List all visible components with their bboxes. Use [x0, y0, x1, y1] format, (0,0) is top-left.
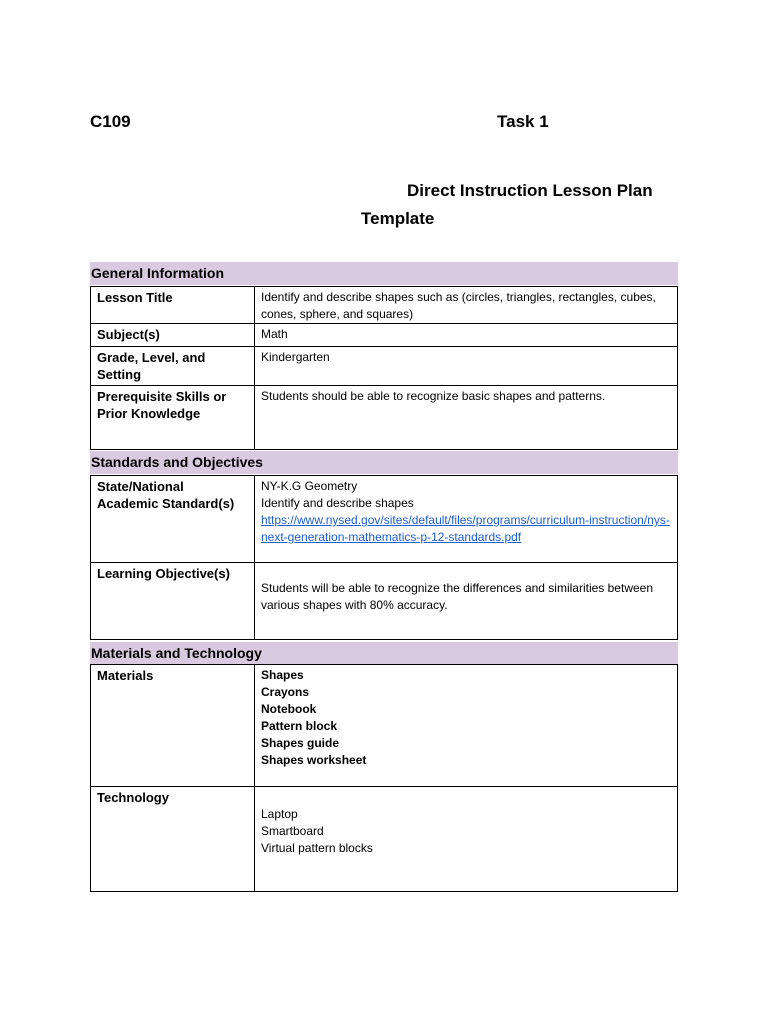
row-value: [255, 563, 678, 640]
table-row: [91, 347, 678, 386]
table-row: [91, 324, 678, 347]
row-value: [255, 476, 678, 563]
row-value: Math: [255, 324, 678, 347]
materials-table: [90, 664, 678, 892]
section-heading-materials: Materials and Technology: [90, 642, 678, 664]
table-row: [91, 476, 678, 563]
list-item: Shapes: [261, 668, 304, 682]
list-item: Laptop: [261, 807, 298, 821]
row-label: Prerequisite Skills or Prior Knowledge: [91, 386, 255, 450]
section-heading-general: General Information: [90, 262, 678, 285]
table-row: [91, 386, 678, 450]
list-item: Smartboard: [261, 824, 324, 838]
doc-title-line1: Direct Instruction Lesson Plan: [407, 181, 653, 200]
table-row: [91, 563, 678, 640]
course-code: C109: [90, 112, 131, 131]
row-label: Grade, Level, and Setting: [91, 347, 255, 386]
row-label: State/National Academic Standard(s): [91, 476, 255, 563]
table-row: [91, 665, 678, 787]
task-label: Task 1: [497, 112, 549, 131]
objective-text: Students will be able to recognize the differences and similarities between various shapes with 80% accuracy.: [261, 581, 654, 612]
row-value: [255, 665, 678, 787]
list-item: Virtual pattern blocks: [261, 841, 373, 855]
table-row: [91, 287, 678, 324]
standards-link[interactable]: https://www.nysed.gov/sites/default/files/programs/curriculum-instruction/nys-next-generation-mathematics-p-12-standards.pdf: [261, 513, 670, 544]
standard-description: Identify and describe shapes: [261, 496, 414, 510]
standard-name: NY-K.G Geometry: [261, 479, 358, 493]
list-item: Pattern block: [261, 719, 338, 733]
row-value: [255, 787, 678, 892]
general-info-table: [90, 286, 678, 450]
standards-table: [90, 475, 678, 640]
row-value: Students should be able to recognize basic shapes and patterns.: [255, 386, 678, 450]
doc-title-line2: Template: [361, 209, 435, 228]
row-label: Lesson Title: [91, 287, 255, 324]
list-item: Crayons: [261, 685, 310, 699]
row-label: Learning Objective(s): [91, 563, 255, 640]
list-item: Shapes guide: [261, 736, 340, 750]
row-label: Subject(s): [91, 324, 255, 347]
row-value: Identify and describe shapes such as (circles, triangles, rectangles, cubes, cones, sphere, and squares): [255, 287, 678, 324]
row-label: Technology: [91, 787, 255, 892]
row-value: Kindergarten: [255, 347, 678, 386]
list-item: Notebook: [261, 702, 317, 716]
section-heading-standards: Standards and Objectives: [90, 451, 678, 474]
row-label: Materials: [91, 665, 255, 787]
list-item: Shapes worksheet: [261, 753, 367, 767]
table-row: [91, 787, 678, 892]
